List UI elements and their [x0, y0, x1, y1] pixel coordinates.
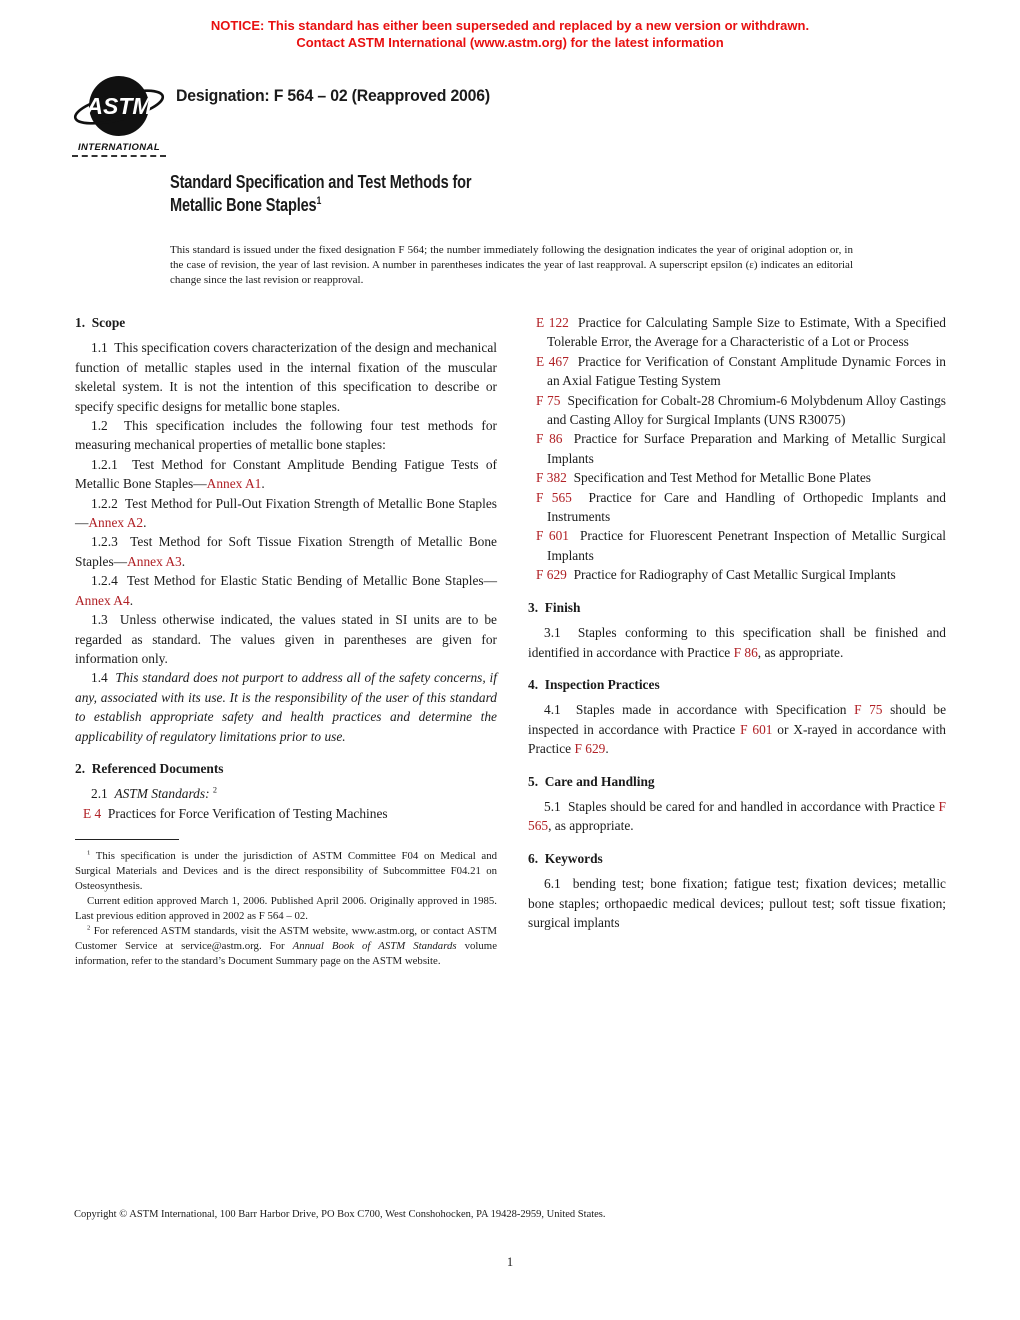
section-heading-referenced-documents: 2. Referenced Documents	[75, 760, 224, 776]
reference-e4: E 4 Practices for Force Verification of Testing Machines	[83, 805, 388, 821]
ref-link[interactable]: F 86	[536, 431, 563, 447]
right-column	[528, 313, 946, 969]
ref-link[interactable]: Annex A1	[206, 476, 262, 492]
clause-1-2-1: 1.2.1 Test Method for Constant Amplitude Bending Fatigue Tests of Metallic Bone Staples—Annex A1.	[75, 456, 497, 492]
footnotes	[75, 849, 497, 969]
ref-link[interactable]: F 75	[854, 702, 883, 718]
withdrawal-notice	[0, 17, 1020, 51]
reference-f75: F 75 Specification for Cobalt-28 Chromium-6 Molybdenum Alloy Castings and Casting Alloy for Surgical Implants (UNS R30075)	[536, 392, 946, 428]
left-column	[75, 313, 497, 969]
copyright-line: Copyright © ASTM International, 100 Barr Harbor Drive, PO Box C700, West Conshohocken, PA 19428-2959, United States.	[74, 1209, 606, 1220]
clause-1-3: 1.3 Unless otherwise indicated, the values stated in SI units are to be regarded as standard. The values given in parentheses are given for information only.	[75, 612, 497, 666]
footnote-1-continued: Current edition approved March 1, 2006. Published April 2006. Originally approved in 1985. Last previous edition approved in 2002 as F 564 – 02.	[75, 895, 497, 923]
ref-link[interactable]: F 75	[536, 392, 561, 408]
reference-f565: F 565 Practice for Care and Handling of Orthopedic Implants and Instruments	[536, 489, 946, 525]
ref-link[interactable]: Annex A2	[88, 515, 144, 531]
page-title	[170, 171, 471, 217]
withdrawal-notice-line1: NOTICE: This standard has either been superseded and replaced by a new version or withdrawn.	[210, 18, 810, 33]
issued-note: This standard is issued under the fixed designation F 564; the number immediately following the designation indicates the year of original adoption or, in the case of revision, the year of last revision. A number in parentheses indicates the year of last reapproval. A superscript epsilon (ε) indicates an editorial change since the last revision or reapproval.	[170, 244, 853, 286]
withdrawal-notice-line2: Contact ASTM International (www.astm.org) for the latest information	[296, 35, 724, 50]
ref-link[interactable]: F 601	[536, 528, 570, 544]
clause-5-1: 5.1 Staples should be cared for and handled in accordance with Practice F 565, as appropriate.	[528, 798, 946, 834]
astm-logo-text: ASTM	[86, 93, 152, 119]
ref-link[interactable]: E 122	[536, 315, 569, 330]
clause-2-1: 2.1 ASTM Standards: $^2$	[91, 785, 218, 802]
ref-link[interactable]: F 86	[733, 644, 758, 660]
footnote-2: $^2$ For referenced ASTM standards, visit the ASTM website, www.astm.org, or contact ASTM Customer Service at service@astm.org. For Annual Book of ASTM Standards volume information, refer to the standard’s Document Summary page on the ASTM website.	[75, 924, 497, 968]
reference-f86: F 86 Practice for Surface Preparation and Marking of Metallic Surgical Implants	[536, 431, 946, 466]
ref-link[interactable]: Annex A4	[75, 592, 130, 608]
section-heading-keywords: 6. Keywords	[528, 850, 603, 866]
reference-f382: F 382 Specification and Test Method for Metallic Bone Plates	[536, 470, 872, 486]
astm-logo-international: INTERNATIONAL	[72, 142, 166, 157]
clause-3-1: 3.1 Staples conforming to this specification shall be finished and identified in accordance with Practice F 86, as appropriate.	[528, 625, 946, 660]
ref-link[interactable]: F 601	[740, 721, 773, 737]
ref-link[interactable]: F 565	[528, 798, 946, 834]
page-number: 1	[506, 1255, 514, 1269]
clause-1-4: 1.4 This standard does not purport to address all of the safety concerns, if any, associated with its use. It is the responsibility of the user of this standard to establish appropriate safety and health practices and determine the applicability of regulatory limitations prior to use.	[75, 670, 497, 744]
page-title-line1: Standard Specification and Test Methods for	[170, 172, 472, 192]
footnote-divider	[75, 839, 179, 840]
clause-1-2-3: 1.2.3 Test Method for Soft Tissue Fixation Strength of Metallic Bone Staples—Annex A3.	[75, 534, 497, 569]
section-heading-inspection-practices: 4. Inspection Practices	[528, 676, 660, 692]
clause-1-2-2: 1.2.2 Test Method for Pull-Out Fixation Strength of Metallic Bone Staples—Annex A2.	[75, 495, 497, 531]
reference-f629: F 629 Practice for Radiography of Cast Metallic Surgical Implants	[536, 567, 896, 583]
section-heading-scope: 1. Scope	[75, 315, 126, 330]
body-columns	[75, 313, 946, 969]
section-heading-care-and-handling: 5. Care and Handling	[528, 773, 655, 789]
ref-link[interactable]: F 629	[536, 567, 567, 583]
section-heading-finish: 3. Finish	[528, 599, 581, 615]
astm-globe-icon	[72, 74, 166, 140]
clause-1-1: 1.1 This specification covers characterization of the design and mechanical function of metallic staples used in the internal fixation of the muscular skeletal system. It is not the intention of this specification to describe or specify specific designs for metallic bone staples.	[75, 340, 497, 414]
clause-1-2-4: 1.2.4 Test Method for Elastic Static Bending of Metallic Bone Staples—Annex A4.	[75, 573, 497, 608]
astm-logo	[72, 74, 166, 157]
reference-e122: E 122 Practice for Calculating Sample Size to Estimate, With a Specified Tolerable Error, the Average for a Characteristic of a Lot or Process	[536, 315, 946, 350]
clause-4-1: 4.1 Staples made in accordance with Specification F 75 should be inspected in accordance with Practice F 601 or X-rayed in accordance with Practice F 629.	[528, 702, 947, 757]
ref-link[interactable]: F 629	[574, 741, 606, 757]
ref-link[interactable]: F 382	[536, 470, 567, 486]
reference-e467: E 467 Practice for Verification of Constant Amplitude Dynamic Forces in an Axial Fatigue Testing System	[536, 353, 946, 389]
clause-6-1: 6.1 bending test; bone fixation; fatigue test; fixation devices; metallic bone staples; orthopaedic medical devices; pullout test; soft tissue fixation; surgical implants	[528, 876, 946, 930]
footnote-1: $^1$ This specification is under the jurisdiction of ASTM Committee F04 on Medical and Surgical Materials and Devices and is the direct responsibility of Subcommittee F04.21 on Osteosynthesis.	[75, 849, 497, 893]
ref-link[interactable]: F 565	[536, 489, 572, 505]
reference-f601: F 601 Practice for Fluorescent Penetrant Inspection of Metallic Surgical Implants	[536, 528, 946, 563]
page-title-line2: Metallic Bone Staples$^1$	[170, 195, 322, 215]
ref-link[interactable]: E 467	[536, 353, 569, 369]
ref-link[interactable]: E 4	[83, 805, 102, 821]
designation-line: Designation: F 564 – 02 (Reapproved 2006)	[176, 86, 490, 105]
ref-link[interactable]: Annex A3	[127, 553, 182, 569]
clause-1-2: 1.2 This specification includes the following four test methods for measuring mechanical properties of metallic bone staples:	[75, 418, 497, 453]
